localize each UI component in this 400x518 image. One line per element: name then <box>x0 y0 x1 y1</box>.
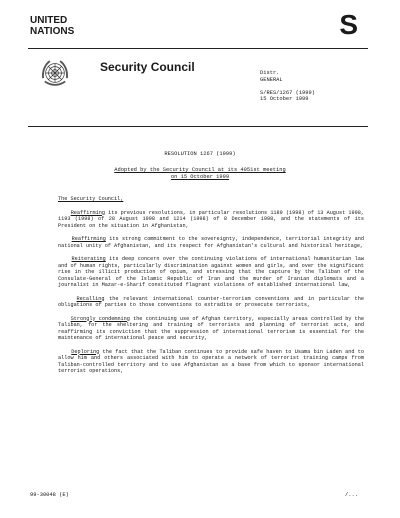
continued-marker: /... <box>345 492 358 498</box>
council-name: Security Council <box>100 60 195 74</box>
opening-phrase: The Security Council, <box>58 196 124 202</box>
adoption-line-1: Adopted by the Security Council at its 4051st meeting <box>114 167 286 173</box>
paragraph-lead: Reaffirming <box>71 236 106 242</box>
adoption-line-2: on 15 October 1999 <box>170 173 230 180</box>
paragraph-text: the continuing use of Afghan territory, especially areas controlled by the Taliban, for the sheltering and training of terrorists and planning of terrorist acts, and reaffirming its conviction that the suppression of international terrorism is essential for the maintenance of international peace and security, <box>58 315 365 341</box>
paragraph-text: the relevant international counter-terrorism conventions and in particular the obligations of parties to those conventions to extradite or prosecute terrorists, <box>58 295 364 308</box>
paragraph-lead: Deploring <box>71 348 100 355</box>
distribution-value: GENERAL <box>260 76 283 83</box>
preamble-paragraph <box>58 236 364 249</box>
resolution-body <box>58 196 364 382</box>
document-metadata <box>260 70 315 103</box>
resolution-title: RESOLUTION 1267 (1999) <box>164 151 236 157</box>
paragraph-lead: Recalling <box>76 295 105 302</box>
preamble-paragraph <box>58 296 364 309</box>
paragraph-text: the fact that the Taliban continues to provide safe haven to Usama bin Laden and to allow him and others associated with him to operate a network of terrorist training camps from Taliban-controlled territory and to use Afghanistan as a base from which to sponsor international terrorist operations, <box>58 348 365 374</box>
distribution-label: Distr. <box>260 70 280 76</box>
series-symbol: S <box>339 9 358 40</box>
organization-name <box>30 15 74 37</box>
paragraph-lead: Reaffirming <box>70 209 105 216</box>
paragraph-lead: Strongly condemning <box>70 315 130 322</box>
adoption-statement <box>0 167 400 181</box>
un-emblem-icon <box>38 56 72 90</box>
preamble-paragraph <box>58 349 364 375</box>
preamble-paragraph <box>58 210 364 230</box>
header-rule-top <box>28 48 368 49</box>
document-symbol: S/RES/1267 (1999) <box>260 89 315 96</box>
preamble-paragraph <box>58 316 364 342</box>
paragraph-text: its previous resolutions, in particular resolutions 1189 (1998) of 13 August 1998, 1193 (1998) of 28 August 1998 and 1214 (1998) of 8 December 1998, and the statements of its President on the situation in Afghanistan, <box>58 209 364 229</box>
paragraph-text: its deep concern over the continuing violations of international humanitarian law and of human rights, particularly discrimination against women and girls, and over the significant rise in the illicit production of opium, and stressing that the capture by the Taliban of the Consulate-General of the Islamic Republic of Iran and the murder of Iranian diplomats and a journalist in Mazar-e-Sharif constituted flagrant violations of established international law, <box>58 256 364 288</box>
paragraph-lead: Reiterating <box>71 256 106 262</box>
preamble-paragraph <box>58 256 364 289</box>
document-number: 99-30048 (E) <box>30 492 69 498</box>
paragraph-text: its strong commitment to the sovereignty, independence, territorial integrity and national unity of Afghanistan, and its respect for Afghanistan's cultural and historical heritage, <box>58 236 364 249</box>
org-line-2: NATIONS <box>30 26 75 37</box>
org-line-1: UNITED <box>30 15 68 26</box>
header-rule-bottom <box>28 126 368 127</box>
document-date: 15 October 1999 <box>260 96 309 103</box>
